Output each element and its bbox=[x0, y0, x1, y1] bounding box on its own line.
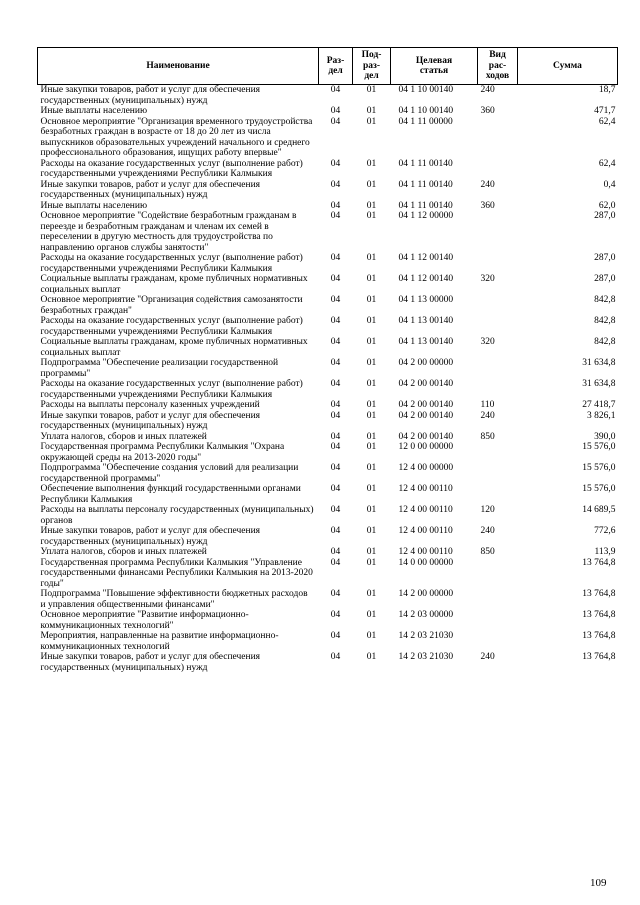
cell-vid bbox=[478, 484, 518, 505]
cell-razdel: 04 bbox=[330, 631, 341, 641]
cell-summa: 62,4 bbox=[598, 116, 616, 127]
cell-vid: 850 bbox=[480, 547, 495, 557]
cell-razdel: 04 bbox=[330, 589, 341, 599]
table-row bbox=[38, 295, 618, 316]
cell-name: Государственная программа Республики Калмыкия "Управление государственными финансами Республики Калмыкия на 2013-2020 годы" bbox=[40, 557, 313, 589]
cell-podrazdel: 01 bbox=[366, 116, 377, 127]
cell-name: Иные закупки товаров, работ и услуг для обеспечения государственных (муниципальных) нужд bbox=[40, 410, 261, 431]
cell-razdel: 04 bbox=[330, 652, 341, 662]
cell-statya: 04 1 13 00140 bbox=[398, 337, 454, 347]
table-row bbox=[38, 400, 618, 411]
cell-statya: 12 4 00 00110 bbox=[398, 547, 453, 557]
cell-summa: 3 826,1 bbox=[587, 410, 616, 421]
cell-vid: 240 bbox=[480, 179, 495, 190]
cell-statya: 12 4 00 00110 bbox=[398, 484, 453, 494]
cell-summa: 842,8 bbox=[594, 316, 616, 326]
cell-statya: 14 2 00 00000 bbox=[398, 589, 454, 599]
cell-statya: 14 2 03 00000 bbox=[398, 610, 454, 620]
table-row bbox=[38, 274, 618, 295]
cell-name: Социальные выплаты гражданам, кроме публичных нормативных социальных выплат bbox=[40, 337, 308, 358]
cell-statya: 14 0 00 00000 bbox=[398, 557, 454, 568]
cell-summa: 287,0 bbox=[594, 274, 616, 284]
cell-podrazdel: 01 bbox=[366, 179, 377, 190]
cell-razdel: 04 bbox=[330, 610, 341, 620]
cell-vid bbox=[478, 442, 518, 463]
cell-razdel: 04 bbox=[330, 337, 341, 347]
cell-statya: 04 1 12 00140 bbox=[398, 253, 454, 263]
cell-name: Расходы на выплаты персоналу казенных учреждений bbox=[40, 400, 260, 410]
cell-vid: 240 bbox=[480, 85, 495, 95]
table-row bbox=[38, 547, 618, 558]
table-row bbox=[38, 379, 618, 400]
cell-summa: 471,7 bbox=[594, 106, 616, 116]
cell-podrazdel: 01 bbox=[366, 442, 377, 452]
cell-podrazdel: 01 bbox=[366, 211, 377, 221]
cell-summa: 287,0 bbox=[594, 253, 616, 263]
cell-razdel: 04 bbox=[330, 116, 341, 127]
cell-vid bbox=[478, 463, 518, 484]
cell-vid bbox=[478, 379, 518, 400]
table-row bbox=[38, 337, 618, 358]
cell-summa: 13 764,8 bbox=[582, 557, 616, 568]
cell-podrazdel: 01 bbox=[366, 400, 377, 410]
cell-vid bbox=[478, 159, 518, 180]
cell-summa: 13 764,8 bbox=[582, 610, 616, 620]
cell-summa: 15 576,0 bbox=[582, 463, 616, 473]
cell-razdel: 04 bbox=[330, 484, 341, 494]
cell-summa: 113,9 bbox=[594, 547, 616, 557]
table-header-row bbox=[38, 48, 618, 85]
cell-razdel: 04 bbox=[330, 106, 341, 116]
cell-summa: 14 689,5 bbox=[582, 505, 616, 515]
cell-summa: 287,0 bbox=[594, 211, 616, 221]
table-row bbox=[38, 558, 618, 590]
table-row bbox=[38, 442, 618, 463]
table-row bbox=[38, 159, 618, 180]
cell-podrazdel: 01 bbox=[366, 200, 377, 211]
cell-podrazdel: 01 bbox=[366, 379, 377, 389]
cell-name: Основное мероприятие "Развитие информационно-коммуникационных технологий" bbox=[40, 610, 249, 631]
table-row bbox=[38, 201, 618, 212]
cell-name: Расходы на выплаты персоналу государственных (муниципальных) органов bbox=[40, 505, 314, 526]
cell-podrazdel: 01 bbox=[366, 526, 377, 536]
cell-statya: 04 1 13 00000 bbox=[398, 295, 454, 305]
cell-razdel: 04 bbox=[330, 253, 341, 263]
cell-razdel: 04 bbox=[330, 463, 341, 473]
cell-podrazdel: 01 bbox=[366, 610, 377, 620]
column-header-vid: Вид рас- ходов bbox=[478, 48, 518, 85]
cell-name: Уплата налогов, сборов и иных платежей bbox=[40, 431, 207, 442]
cell-podrazdel: 01 bbox=[366, 557, 377, 568]
cell-name: Расходы на оказание государственных услуг (выполнение работ) государственными учреждениями Республики Калмыкия bbox=[40, 379, 303, 400]
cell-name: Мероприятия, направленные на развитие информационно-коммуникационных технологий bbox=[40, 631, 279, 652]
cell-name: Иные выплаты населению bbox=[40, 200, 148, 211]
cell-summa: 62,4 bbox=[598, 158, 616, 169]
cell-podrazdel: 01 bbox=[366, 410, 377, 421]
cell-summa: 772,6 bbox=[594, 526, 616, 536]
cell-name: Иные закупки товаров, работ и услуг для обеспечения государственных (муниципальных) нужд bbox=[40, 652, 261, 673]
budget-table bbox=[37, 47, 618, 673]
cell-podrazdel: 01 bbox=[366, 337, 377, 347]
column-header-statya: Целевая статья bbox=[391, 48, 478, 85]
cell-statya: 04 1 10 00140 bbox=[398, 85, 454, 95]
cell-statya: 12 0 00 00000 bbox=[398, 442, 454, 452]
cell-summa: 15 576,0 bbox=[582, 484, 616, 494]
cell-vid: 360 bbox=[480, 106, 495, 116]
cell-name: Основное мероприятие "Организация содействия самозанятости безработных граждан" bbox=[40, 295, 303, 316]
cell-name: Расходы на оказание государственных услуг (выполнение работ) государственными учреждениями Республики Калмыкия bbox=[40, 316, 303, 337]
table-row bbox=[38, 484, 618, 505]
cell-podrazdel: 01 bbox=[366, 589, 377, 599]
cell-vid bbox=[478, 295, 518, 316]
cell-name: Расходы на оказание государственных услуг (выполнение работ) государственными учреждениями Республики Калмыкия bbox=[40, 158, 303, 179]
cell-vid: 320 bbox=[480, 337, 495, 347]
cell-podrazdel: 01 bbox=[366, 274, 377, 284]
cell-razdel: 04 bbox=[330, 379, 341, 389]
table-row bbox=[38, 180, 618, 201]
cell-razdel: 04 bbox=[330, 547, 341, 557]
cell-vid bbox=[478, 211, 518, 253]
cell-razdel: 04 bbox=[330, 316, 341, 326]
cell-vid: 240 bbox=[480, 410, 495, 421]
table-row bbox=[38, 358, 618, 379]
cell-vid bbox=[478, 610, 518, 631]
cell-statya: 14 2 03 21030 bbox=[398, 631, 454, 641]
table-row bbox=[38, 85, 618, 107]
cell-vid: 120 bbox=[480, 505, 495, 515]
cell-razdel: 04 bbox=[330, 200, 341, 211]
cell-vid bbox=[478, 117, 518, 159]
cell-vid bbox=[478, 558, 518, 590]
table-row bbox=[38, 589, 618, 610]
cell-summa: 31 634,8 bbox=[582, 379, 616, 389]
cell-name: Подпрограмма "Повышение эффективности бюджетных расходов и управления общественными финансами" bbox=[40, 589, 308, 610]
cell-summa: 13 764,8 bbox=[582, 589, 616, 599]
cell-vid bbox=[478, 358, 518, 379]
cell-vid bbox=[478, 316, 518, 337]
cell-podrazdel: 01 bbox=[366, 316, 377, 326]
table-row bbox=[38, 411, 618, 432]
cell-statya: 04 2 00 00140 bbox=[398, 400, 454, 410]
table-row bbox=[38, 106, 618, 117]
cell-name: Подпрограмма "Обеспечение создания условий для реализации государственной программы" bbox=[40, 463, 299, 484]
column-header-razdel: Раз- дел bbox=[319, 48, 353, 85]
cell-vid: 240 bbox=[480, 652, 495, 662]
table-row bbox=[38, 505, 618, 526]
cell-summa: 0,4 bbox=[603, 179, 616, 190]
table-row bbox=[38, 631, 618, 652]
cell-podrazdel: 01 bbox=[366, 158, 377, 169]
table-body bbox=[38, 85, 618, 674]
cell-podrazdel: 01 bbox=[366, 358, 377, 368]
cell-summa: 18,7 bbox=[598, 85, 616, 95]
cell-podrazdel: 01 bbox=[366, 505, 377, 515]
cell-summa: 390,0 bbox=[594, 431, 616, 442]
cell-podrazdel: 01 bbox=[366, 295, 377, 305]
table-row bbox=[38, 652, 618, 673]
cell-razdel: 04 bbox=[330, 358, 341, 368]
column-header-podrazdel: Под- раз- дел bbox=[353, 48, 391, 85]
cell-statya: 04 2 00 00000 bbox=[398, 358, 454, 368]
cell-razdel: 04 bbox=[330, 400, 341, 410]
cell-statya: 04 1 12 00000 bbox=[398, 211, 454, 221]
cell-razdel: 04 bbox=[330, 505, 341, 515]
cell-name: Основное мероприятие "Организация временного трудоустройства безработных граждан в возрасте от 18 до 20 лет из числа выпускников образовательных учреждений начального и среднего профессионального образования, ищущих работу впервые" bbox=[40, 116, 313, 158]
cell-summa: 13 764,8 bbox=[582, 631, 616, 641]
cell-summa: 842,8 bbox=[594, 337, 616, 347]
cell-razdel: 04 bbox=[330, 274, 341, 284]
cell-razdel: 04 bbox=[330, 158, 341, 169]
cell-razdel: 04 bbox=[330, 211, 341, 221]
cell-vid: 110 bbox=[480, 400, 495, 410]
cell-podrazdel: 01 bbox=[366, 547, 377, 557]
table-row bbox=[38, 211, 618, 253]
cell-name: Основное мероприятие "Содействие безработным гражданам в переезде и безработным гражданам и членам их семей в переселении в другую местность для трудоустройства по направлению органов службы занятости" bbox=[40, 211, 297, 253]
cell-podrazdel: 01 bbox=[366, 85, 377, 95]
table-row bbox=[38, 432, 618, 443]
cell-statya: 04 1 11 00140 bbox=[398, 179, 453, 190]
cell-statya: 04 2 00 00140 bbox=[398, 431, 454, 442]
cell-podrazdel: 01 bbox=[366, 106, 377, 116]
column-header-summa: Сумма bbox=[518, 48, 618, 85]
cell-razdel: 04 bbox=[330, 295, 341, 305]
cell-summa: 31 634,8 bbox=[582, 358, 616, 368]
cell-statya: 04 1 12 00140 bbox=[398, 274, 454, 284]
cell-razdel: 04 bbox=[330, 557, 341, 568]
budget-table-container bbox=[37, 47, 617, 673]
cell-vid bbox=[478, 589, 518, 610]
column-header-name: Наименование bbox=[38, 48, 319, 85]
cell-name: Обеспечение выполнения функций государственными органами Республики Калмыкия bbox=[40, 484, 301, 505]
cell-vid bbox=[478, 253, 518, 274]
table-row bbox=[38, 316, 618, 337]
cell-summa: 13 764,8 bbox=[582, 652, 616, 662]
cell-statya: 04 1 11 00140 bbox=[398, 158, 453, 169]
table-row bbox=[38, 526, 618, 547]
table-row bbox=[38, 610, 618, 631]
cell-name: Расходы на оказание государственных услуг (выполнение работ) государственными учреждениями Республики Калмыкия bbox=[40, 253, 303, 274]
table-row bbox=[38, 463, 618, 484]
cell-statya: 12 4 00 00110 bbox=[398, 505, 453, 515]
cell-vid: 240 bbox=[480, 526, 495, 536]
cell-summa: 842,8 bbox=[594, 295, 616, 305]
cell-statya: 04 1 11 00140 bbox=[398, 200, 453, 211]
cell-podrazdel: 01 bbox=[366, 253, 377, 263]
cell-razdel: 04 bbox=[330, 526, 341, 536]
cell-statya: 04 1 11 00000 bbox=[398, 116, 453, 127]
cell-name: Социальные выплаты гражданам, кроме публичных нормативных социальных выплат bbox=[40, 274, 308, 295]
cell-statya: 04 2 00 00140 bbox=[398, 379, 454, 389]
cell-razdel: 04 bbox=[330, 179, 341, 190]
cell-vid bbox=[478, 631, 518, 652]
table-row bbox=[38, 253, 618, 274]
cell-vid: 360 bbox=[480, 200, 495, 211]
cell-summa: 15 576,0 bbox=[582, 442, 616, 452]
cell-name: Уплата налогов, сборов и иных платежей bbox=[40, 547, 207, 557]
cell-vid: 320 bbox=[480, 274, 495, 284]
cell-vid: 850 bbox=[480, 431, 495, 442]
cell-razdel: 04 bbox=[330, 85, 341, 95]
cell-statya: 12 4 00 00000 bbox=[398, 463, 454, 473]
cell-name: Иные выплаты населению bbox=[40, 106, 148, 116]
cell-name: Иные закупки товаров, работ и услуг для обеспечения государственных (муниципальных) нужд bbox=[40, 526, 261, 547]
cell-name: Иные закупки товаров, работ и услуг для обеспечения государственных (муниципальных) нужд bbox=[40, 85, 261, 106]
cell-podrazdel: 01 bbox=[366, 484, 377, 494]
table-row bbox=[38, 117, 618, 159]
cell-summa: 27 418,7 bbox=[582, 400, 616, 410]
cell-podrazdel: 01 bbox=[366, 431, 377, 442]
cell-podrazdel: 01 bbox=[366, 463, 377, 473]
cell-razdel: 04 bbox=[330, 410, 341, 421]
cell-statya: 04 1 13 00140 bbox=[398, 316, 454, 326]
cell-podrazdel: 01 bbox=[366, 652, 377, 662]
cell-statya: 12 4 00 00110 bbox=[398, 526, 453, 536]
page-number: 109 bbox=[590, 877, 607, 889]
cell-statya: 14 2 03 21030 bbox=[398, 652, 454, 662]
cell-name: Подпрограмма "Обеспечение реализации государственной программы" bbox=[40, 358, 279, 379]
cell-statya: 04 2 00 00140 bbox=[398, 410, 454, 421]
cell-razdel: 04 bbox=[330, 431, 341, 442]
cell-podrazdel: 01 bbox=[366, 631, 377, 641]
cell-name: Иные закупки товаров, работ и услуг для обеспечения государственных (муниципальных) нужд bbox=[40, 179, 261, 200]
cell-summa: 62,0 bbox=[598, 200, 616, 211]
cell-statya: 04 1 10 00140 bbox=[398, 106, 454, 116]
cell-razdel: 04 bbox=[330, 442, 341, 452]
cell-name: Государственная программа Республики Калмыкия "Охрана окружающей среды на 2013-2020 годы" bbox=[40, 442, 285, 463]
